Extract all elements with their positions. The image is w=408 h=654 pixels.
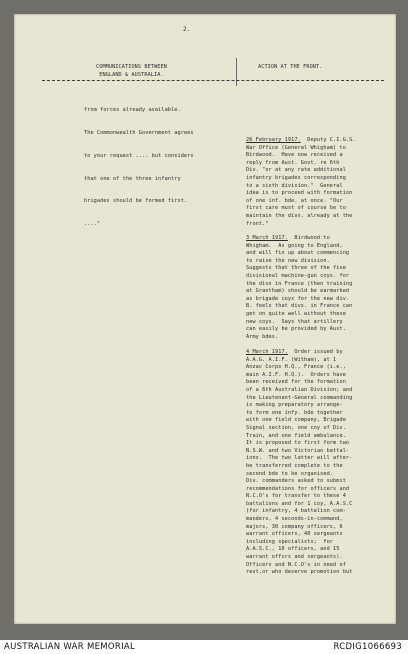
- entry-line: divisional machine-gun coys. for: [246, 272, 350, 279]
- entry-line: N.C.O's for transfer to these 4: [246, 493, 346, 500]
- footer-record-id: RCDIG1066693: [333, 642, 402, 652]
- left-header-line-1: COMMUNICATIONS BETWEEN: [96, 64, 167, 70]
- entry-text: Birdwood to: [287, 235, 330, 241]
- right-column-header: ACTION AT THE FRONT.: [258, 64, 323, 70]
- page-number: 2.: [183, 26, 191, 33]
- entry-line: Birdwood. Have now received a: [246, 152, 343, 159]
- entry-line: to raise the new division.: [246, 257, 330, 264]
- left-line: ....": [84, 221, 101, 228]
- entry-line: Officers and N.C.O's in need of: [246, 561, 346, 568]
- entry-line: warrant officers, 40 sergeants: [246, 531, 343, 538]
- entry-line: of a 6th Australian Division; and: [246, 386, 353, 393]
- left-header-line-2: ENGLAND & AUSTRALIA.: [99, 71, 164, 78]
- entry-line: Anzac Corps H.Q., France (i.e.,: [246, 364, 346, 371]
- left-line: to your request .... but considers: [84, 152, 194, 159]
- left-line: The Commonwealth Government agrees: [84, 129, 194, 136]
- footer-source: AUSTRALIAN WAR MEMORIAL: [4, 642, 136, 652]
- entry-line: reply from Aust. Govt. re 6th: [246, 159, 340, 166]
- entry-line: first care must of course be to: [246, 205, 346, 212]
- entry-line: Suggests that three of the five: [246, 265, 346, 272]
- entry-line: second bde to be organised.: [246, 470, 334, 477]
- entry-line: (for infantry, 4 battalion com-: [246, 508, 346, 515]
- entry-line: A.A.G. A.I.F. (Witham), at 1: [246, 356, 337, 363]
- entry-line: majors, 30 company officers, 6: [246, 523, 343, 530]
- left-line: from forces already available.: [84, 107, 181, 114]
- entry-26-february-1917: [246, 137, 356, 228]
- entry-line: is making preparatory arrange-: [246, 402, 343, 409]
- entry-line: of one inf. bde. at once. "Our: [246, 197, 343, 204]
- entry-line: with one field company, Brigade: [246, 417, 346, 424]
- entry-line: Div. commanders asked to submit: [246, 478, 346, 485]
- entry-date: 3 March 1917.: [246, 235, 288, 241]
- entry-date: 26 February 1917.: [246, 137, 301, 143]
- entry-line: [246, 349, 352, 357]
- left-line: that one of the three infantry: [84, 175, 181, 182]
- header-rule: [42, 80, 384, 81]
- entry-line: War Office (General Whigham) to: [246, 144, 346, 151]
- entry-line: warrant offcrs and sergeants).: [246, 554, 343, 561]
- entry-line: Army bdes.: [246, 333, 279, 340]
- entry-line: [246, 137, 356, 145]
- entry-line: front.": [246, 220, 269, 227]
- entry-line: Whigham. As going to England,: [246, 242, 343, 249]
- left-column-text: [84, 92, 194, 236]
- entry-line: idea is to proceed with formation: [246, 190, 353, 197]
- entry-line: Train, and one field ambulance.: [246, 432, 346, 439]
- entry-3-march-1917: [246, 235, 352, 341]
- entry-line: and will fix up about commencing: [246, 250, 350, 257]
- column-divider: [236, 58, 237, 86]
- entry-line: N.S.W. and two Victorian battal-: [246, 447, 350, 454]
- entry-line: the Lieutenant-General commanding: [246, 394, 353, 401]
- entry-line: as brigade coys for the new div.: [246, 295, 350, 302]
- entry-line: maintain the divs. already at the: [246, 212, 353, 219]
- left-line: brigades should be formed first.: [84, 198, 188, 205]
- entry-line: It is proposed to first form two: [246, 440, 350, 447]
- entry-line: ions. The two latter will after-: [246, 455, 353, 462]
- entry-date: 4 March 1917.: [246, 349, 288, 355]
- entry-4-march-1917: [246, 349, 352, 577]
- entry-text: Order issued by: [287, 349, 343, 355]
- entry-line: Signal section, one coy of Div.: [246, 424, 346, 431]
- entry-text: Deputy C.I.G.S.: [300, 137, 356, 143]
- entry-line: the divs in France (then training: [246, 280, 353, 287]
- entry-line: main A.I.F. H.Q.). Orders have: [246, 371, 346, 378]
- left-column-header: [96, 64, 167, 79]
- entry-line: [246, 235, 352, 243]
- entry-line: recommendations for officers and: [246, 485, 350, 492]
- entry-line: A.A.S.C., 10 officers, and 15: [246, 546, 340, 553]
- entry-line: rest,or who deserve promotion but: [246, 569, 353, 576]
- entry-line: manders, 4 seconds-in-command,: [246, 516, 343, 523]
- entry-line: to a sixth division." General: [246, 182, 343, 189]
- entry-line: been received for the formation: [246, 379, 346, 386]
- entry-line: new coys. Says that artillery: [246, 318, 343, 325]
- entry-line: Div. "or at any rate additional: [246, 167, 346, 174]
- entry-line: can easily be provided by Aust.: [246, 326, 346, 333]
- entry-line: B. feels that divs. in France can: [246, 303, 353, 310]
- entry-line: to form one infy. bde together: [246, 409, 343, 416]
- entry-line: be transferred complete to the: [246, 462, 343, 469]
- entry-line: at Grantham) should be earmarked: [246, 288, 350, 295]
- entry-line: battalions and for 1 coy, A.A.S.C: [246, 500, 353, 507]
- entry-line: including specialists; for: [246, 538, 334, 545]
- entry-line: infantry brigades corresponding: [246, 174, 346, 181]
- entry-line: get on quite well without these: [246, 310, 346, 317]
